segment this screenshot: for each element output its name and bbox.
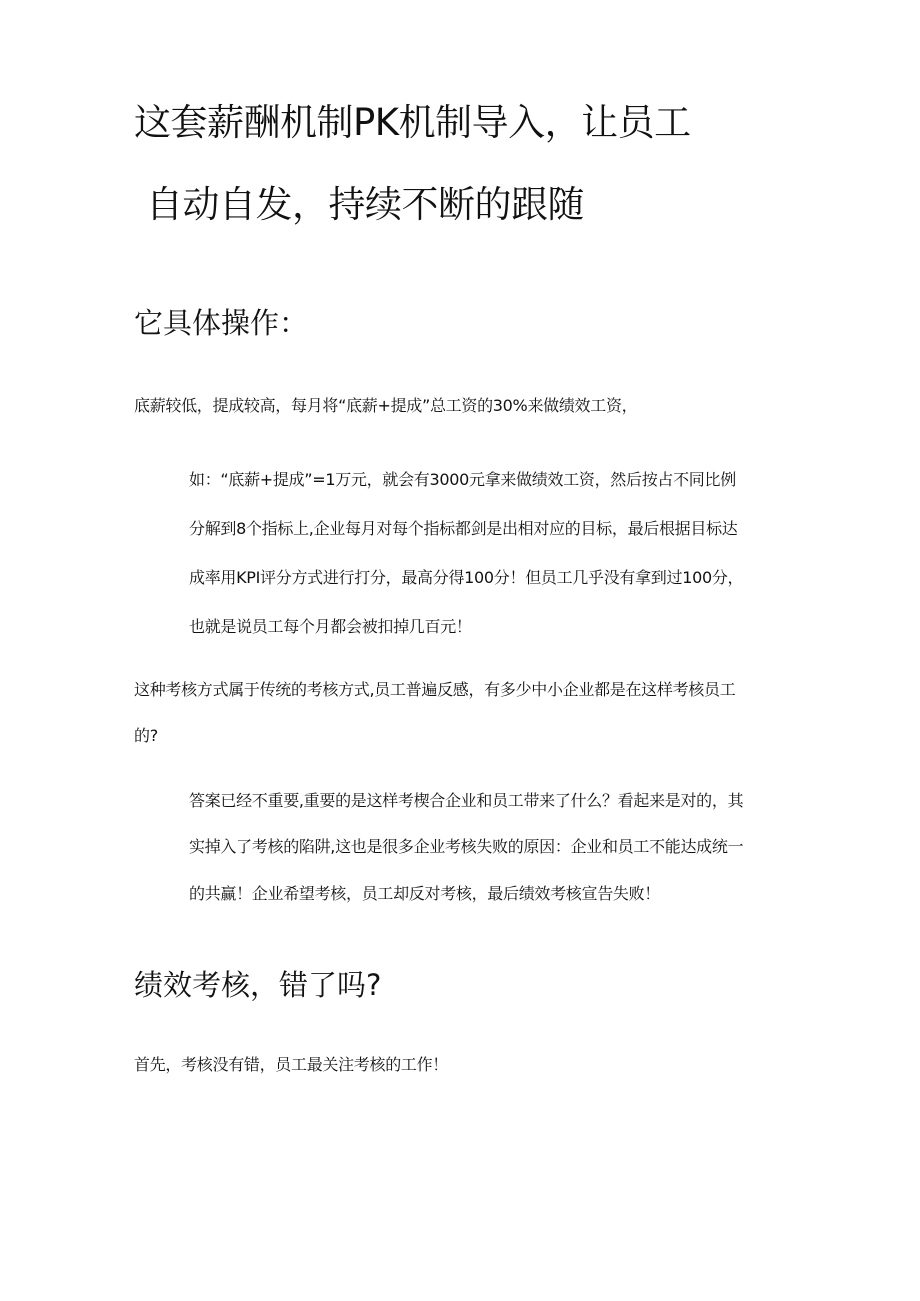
document-title-line-2: 自动自发，持续不断的跟随 bbox=[146, 183, 584, 226]
paragraph-line: 也就是说员工每个月都会被扣掉几百元！ bbox=[189, 617, 472, 636]
document-title-line-1: 这套薪酬机制PK机制导入，让员工 bbox=[134, 101, 691, 144]
paragraph-line: 成率用KPI评分方式进行打分，最高分得100分！但员工几乎没有拿到过100分， bbox=[189, 568, 744, 587]
paragraph-line: 这种考核方式属于传统的考核方式,员工普遍反感，有多少中小企业都是在这样考核员工 bbox=[134, 680, 736, 699]
paragraph-line: 答案已经不重要,重要的是这样考楔合企业和员工带来了什么？看起来是对的，其 bbox=[189, 791, 744, 810]
paragraph-line: 底薪较低，提成较高，每月将“底薪+提成”总工资的30%来做绩效工资， bbox=[134, 396, 638, 415]
paragraph-line: 实掉入了考核的陷阱,这也是很多企业考核失败的原因：企业和员工不能达成统一 bbox=[189, 837, 744, 856]
paragraph-line: 的? bbox=[134, 726, 158, 745]
section-heading-operation: 它具体操作： bbox=[134, 306, 309, 340]
paragraph-line: 的共赢！企业希望考核，员工却反对考核，最后绩效考核宣告失败！ bbox=[189, 884, 661, 903]
paragraph-line: 分解到8个指标上,企业每月对每个指标都剑是出相对应的目标，最后根据目标达 bbox=[189, 519, 738, 538]
section-heading-performance: 绩效考核，错了吗? bbox=[134, 968, 382, 1002]
paragraph-line: 如：“底薪+提成”=1万元，就会有3000元拿来做绩效工资，然后按占不同比例 bbox=[189, 470, 736, 489]
paragraph-line: 首先，考核没有错，员工最关注考核的工作！ bbox=[134, 1055, 449, 1074]
